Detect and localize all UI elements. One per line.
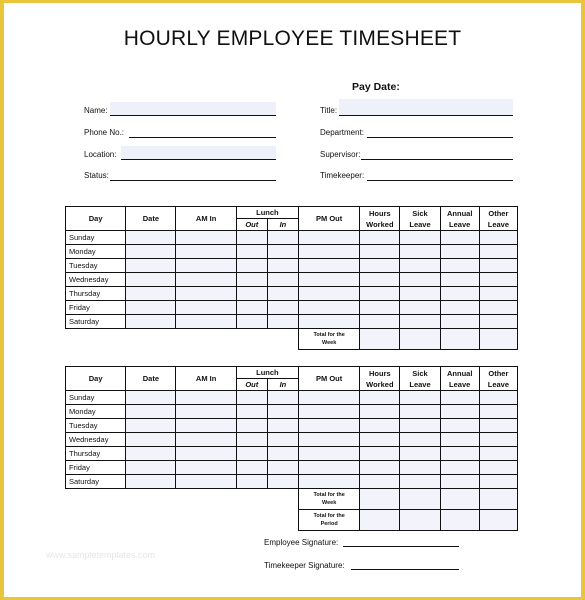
entry-cell[interactable] [267,231,298,245]
timekeeper-signature-field[interactable] [351,569,459,570]
table-row [66,287,518,301]
entry-cell[interactable] [176,287,236,301]
table-row [66,301,518,315]
phone-field[interactable] [129,137,276,138]
entry-cell[interactable] [360,447,400,461]
total-week-annual-cell[interactable] [440,329,479,350]
entry-cell[interactable] [126,391,176,405]
entry-cell[interactable] [360,405,400,419]
entry-cell[interactable] [479,315,517,329]
entry-cell[interactable] [236,315,267,329]
entry-cell[interactable] [176,405,236,419]
total-period-sick-cell[interactable] [400,510,440,531]
department-label: Department: [320,128,365,137]
entry-cell[interactable] [236,391,267,405]
name-label: Name: [84,106,108,115]
entry-cell[interactable] [126,231,176,245]
day-label: Monday [66,245,126,259]
col-hours-worked-header: Hours Worked [360,367,400,391]
day-label: Wednesday [66,273,126,287]
day-label: Tuesday [66,259,126,273]
entry-cell[interactable] [299,287,360,301]
entry-cell[interactable] [176,259,236,273]
entry-cell[interactable] [236,273,267,287]
employee-signature-label: Employee Signature: [264,538,339,547]
entry-cell[interactable] [236,259,267,273]
entry-cell[interactable] [267,273,298,287]
entry-cell[interactable] [440,315,479,329]
entry-cell[interactable] [126,461,176,475]
supervisor-field[interactable] [361,159,513,160]
table-row [66,419,518,433]
col-am-in-header: AM In [176,367,236,391]
entry-cell[interactable] [400,433,440,447]
entry-cell[interactable] [126,405,176,419]
entry-cell[interactable] [400,245,440,259]
entry-cell[interactable] [267,475,298,489]
entry-cell[interactable] [479,419,517,433]
col-lunch-header: Lunch [236,367,298,379]
col-sick-leave-header: Sick Leave [400,207,440,231]
entry-cell[interactable] [299,461,360,475]
col-am-in-header: AM In [176,207,236,231]
entry-cell[interactable] [400,391,440,405]
entry-cell[interactable] [440,391,479,405]
total-week-label: Total for the Week [299,489,360,510]
total-period-label: Total for the Period [299,510,360,531]
employee-signature-field[interactable] [343,546,459,547]
entry-cell[interactable] [236,433,267,447]
col-date-header: Date [126,367,176,391]
entry-cell[interactable] [176,245,236,259]
name-field[interactable] [110,115,276,116]
entry-cell[interactable] [267,301,298,315]
entry-cell[interactable] [267,419,298,433]
phone-label: Phone No.: [84,128,125,137]
total-week-hours-cell[interactable] [360,489,400,510]
status-label: Status: [84,171,109,180]
day-label: Saturday [66,475,126,489]
entry-cell[interactable] [360,433,400,447]
entry-cell[interactable] [126,273,176,287]
entry-cell[interactable] [479,433,517,447]
timesheet-page [4,3,581,597]
location-field-fill[interactable] [121,146,276,160]
entry-cell[interactable] [440,475,479,489]
entry-cell[interactable] [440,245,479,259]
name-field-fill[interactable] [110,102,276,116]
day-label: Thursday [66,447,126,461]
col-hours-worked-header: Hours Worked [360,207,400,231]
timekeeper-signature-label: Timekeeper Signature: [264,561,345,570]
entry-cell[interactable] [299,447,360,461]
entry-cell[interactable] [176,461,236,475]
col-day-header: Day [66,367,126,391]
entry-cell[interactable] [267,287,298,301]
pay-date-label: Pay Date: [352,81,400,93]
entry-cell[interactable] [299,391,360,405]
title-field[interactable] [339,115,513,116]
entry-cell[interactable] [479,245,517,259]
entry-cell[interactable] [267,405,298,419]
entry-cell[interactable] [440,301,479,315]
entry-cell[interactable] [400,475,440,489]
col-lunch-header: Lunch [236,207,298,219]
entry-cell[interactable] [440,433,479,447]
entry-cell[interactable] [267,461,298,475]
location-field[interactable] [121,159,276,160]
entry-cell[interactable] [126,475,176,489]
entry-cell[interactable] [126,447,176,461]
entry-cell[interactable] [299,273,360,287]
col-pm-out-header: PM Out [299,207,360,231]
entry-cell[interactable] [360,245,400,259]
table-row [66,447,518,461]
total-week-other-cell[interactable] [479,489,517,510]
day-label: Friday [66,301,126,315]
entry-cell[interactable] [479,405,517,419]
col-other-leave-header: Other Leave [479,207,517,231]
entry-cell[interactable] [440,447,479,461]
day-label: Saturday [66,315,126,329]
entry-cell[interactable] [299,433,360,447]
entry-cell[interactable] [267,433,298,447]
entry-cell[interactable] [360,273,400,287]
entry-cell[interactable] [176,419,236,433]
entry-cell[interactable] [126,419,176,433]
entry-cell[interactable] [360,301,400,315]
entry-cell[interactable] [360,231,400,245]
entry-cell[interactable] [299,245,360,259]
col-other-leave-header: Other Leave [479,367,517,391]
supervisor-label: Supervisor: [320,150,361,159]
entry-cell[interactable] [400,315,440,329]
col-lunch-in-header: In [267,379,298,391]
entry-cell[interactable] [267,259,298,273]
entry-cell[interactable] [360,391,400,405]
col-sick-leave-header: Sick Leave [400,367,440,391]
col-lunch-out-header: Out [236,219,267,231]
watermark: www.sampletemplates.com [46,550,156,560]
entry-cell[interactable] [236,405,267,419]
entry-cell[interactable] [360,475,400,489]
entry-cell[interactable] [440,287,479,301]
entry-cell[interactable] [400,231,440,245]
col-lunch-in-header: In [267,219,298,231]
entry-cell[interactable] [126,433,176,447]
entry-cell[interactable] [479,461,517,475]
entry-cell[interactable] [126,301,176,315]
entry-cell[interactable] [299,231,360,245]
col-annual-leave-header: Annual Leave [440,367,479,391]
entry-cell[interactable] [236,447,267,461]
entry-cell[interactable] [479,231,517,245]
entry-cell[interactable] [360,461,400,475]
entry-cell[interactable] [360,287,400,301]
total-week-other-cell[interactable] [479,329,517,350]
entry-cell[interactable] [236,475,267,489]
title-field-fill[interactable] [339,99,513,115]
timekeeper-label: Timekeeper: [320,171,365,180]
total-week-sick-cell[interactable] [400,329,440,350]
entry-cell[interactable] [176,273,236,287]
entry-cell[interactable] [440,461,479,475]
entry-cell[interactable] [176,475,236,489]
entry-cell[interactable] [360,419,400,433]
entry-cell[interactable] [479,287,517,301]
entry-cell[interactable] [400,419,440,433]
table-row [66,231,518,245]
entry-cell[interactable] [236,461,267,475]
entry-cell[interactable] [176,433,236,447]
entry-cell[interactable] [176,231,236,245]
col-pm-out-header: PM Out [299,367,360,391]
page-title: HOURLY EMPLOYEE TIMESHEET [123,27,462,50]
entry-cell[interactable] [479,391,517,405]
day-label: Thursday [66,287,126,301]
week2-rows [66,391,518,489]
entry-cell[interactable] [299,315,360,329]
timesheet-table-week1 [65,206,518,350]
day-label: Friday [66,461,126,475]
entry-cell[interactable] [479,447,517,461]
entry-cell[interactable] [126,245,176,259]
entry-cell[interactable] [299,405,360,419]
timesheet-table-week2 [65,366,518,531]
entry-cell[interactable] [126,315,176,329]
entry-cell[interactable] [176,391,236,405]
timekeeper-field[interactable] [367,180,513,181]
entry-cell[interactable] [236,301,267,315]
day-label: Monday [66,405,126,419]
department-field[interactable] [367,137,513,138]
total-period-other-cell[interactable] [479,510,517,531]
total-week-label: Total for the Week [299,329,360,350]
entry-cell[interactable] [299,301,360,315]
table-row [66,405,518,419]
total-period-annual-cell[interactable] [440,510,479,531]
entry-cell[interactable] [440,231,479,245]
week1-rows [66,231,518,329]
col-day-header: Day [66,207,126,231]
location-label: Location: [84,150,117,159]
status-field[interactable] [110,180,276,181]
entry-cell[interactable] [236,419,267,433]
entry-cell[interactable] [299,475,360,489]
entry-cell[interactable] [400,461,440,475]
entry-cell[interactable] [236,231,267,245]
entry-cell[interactable] [299,259,360,273]
entry-cell[interactable] [236,245,267,259]
day-label: Sunday [66,391,126,405]
entry-cell[interactable] [126,259,176,273]
table-row [66,273,518,287]
table-row [66,259,518,273]
table-row [66,475,518,489]
day-label: Wednesday [66,433,126,447]
table-row [66,461,518,475]
table-row [66,315,518,329]
day-label: Sunday [66,231,126,245]
entry-cell[interactable] [479,475,517,489]
entry-cell[interactable] [360,315,400,329]
entry-cell[interactable] [176,447,236,461]
table-row [66,433,518,447]
total-week-hours-cell[interactable] [360,329,400,350]
entry-cell[interactable] [267,315,298,329]
entry-cell[interactable] [400,301,440,315]
col-date-header: Date [126,207,176,231]
entry-cell[interactable] [400,273,440,287]
table-row [66,391,518,405]
entry-cell[interactable] [400,447,440,461]
entry-cell[interactable] [176,315,236,329]
entry-cell[interactable] [126,287,176,301]
entry-cell[interactable] [479,273,517,287]
entry-cell[interactable] [236,287,267,301]
entry-cell[interactable] [440,405,479,419]
entry-cell[interactable] [440,273,479,287]
entry-cell[interactable] [267,391,298,405]
entry-cell[interactable] [267,245,298,259]
total-week-sick-cell[interactable] [400,489,440,510]
entry-cell[interactable] [440,419,479,433]
entry-cell[interactable] [176,301,236,315]
entry-cell[interactable] [400,259,440,273]
entry-cell[interactable] [400,405,440,419]
entry-cell[interactable] [299,419,360,433]
entry-cell[interactable] [360,259,400,273]
entry-cell[interactable] [400,287,440,301]
col-lunch-out-header: Out [236,379,267,391]
entry-cell[interactable] [440,259,479,273]
day-label: Tuesday [66,419,126,433]
title-label: Title: [320,106,338,115]
total-period-hours-cell[interactable] [360,510,400,531]
entry-cell[interactable] [267,447,298,461]
table-row [66,245,518,259]
entry-cell[interactable] [479,301,517,315]
entry-cell[interactable] [479,259,517,273]
col-annual-leave-header: Annual Leave [440,207,479,231]
total-week-annual-cell[interactable] [440,489,479,510]
